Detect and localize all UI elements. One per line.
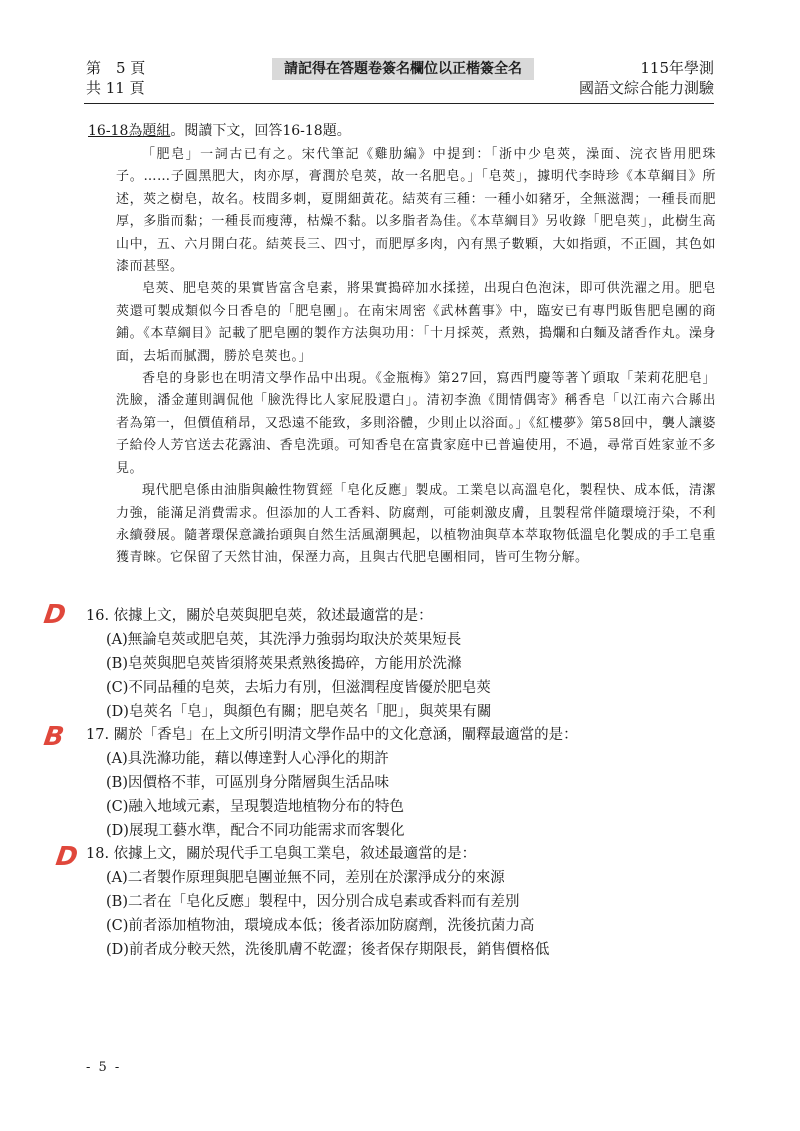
reading-passage	[116, 144, 716, 570]
question-stem: 17. 關於「香皂」在上文所引明清文學作品中的文化意涵，闡釋最適當的是：	[86, 727, 578, 743]
page-number-label: 第 5 頁	[86, 59, 146, 77]
question-group-label: 16-18為題組	[88, 123, 171, 139]
exam-subject: 國語文綜合能力測驗	[578, 79, 714, 97]
total-pages-label: 共 11 頁	[86, 79, 145, 97]
option-c: (C)不同品種的皂莢，去垢力有別，但滋潤程度皆優於肥皂莢	[106, 680, 491, 696]
option-a: (A)無論皂莢或肥皂莢，其洗淨力強弱均取決於莢果短長	[106, 632, 462, 648]
option-a: (A)二者製作原理與肥皂團並無不同，差別在於潔淨成分的來源	[106, 870, 505, 886]
option-b: (B)皂莢與肥皂莢皆須將莢果煮熟後搗碎，方能用於洗滌	[106, 656, 462, 672]
option-c: (C)前者添加植物油，環境成本低；後者添加防腐劑，洗後抗菌力高	[106, 918, 535, 934]
option-a: (A)具洗滌功能，藉以傳達對人心淨化的期許	[106, 751, 389, 767]
question-18	[86, 842, 706, 962]
passage-paragraph-3: 香皂的身影也在明清文學作品中出現。《金瓶梅》第27回，寫西門慶等著丫頭取「茉莉花肥皂」洗臉，潘金蓮則調侃他「臉洗得比人家屁股還白」。清初李漁《閒情偶寄》稱香皂「以江南六合縣出者為第一，但價值稍昂，又恐遠不能致，多則浴體，少則止以浴面。」《紅樓夢》第58回中，襲人讓婆子給伶人芳官送去花露油、香皂洗頭。可知香皂在富貴家庭中已普遍使用，不過，尋常百姓家並不多見。	[116, 371, 716, 476]
passage-paragraph-2: 皂莢、肥皂莢的果實皆富含皂素，將果實搗碎加水揉搓，出現白色泡沫，即可供洗濯之用。肥皂莢還可製成類似今日香皂的「肥皂團」。在南宋周密《武林舊事》中，臨安已有專門販售肥皂團的商鋪。《本草綱目》記載了肥皂團的製作方法與功用：「十月採莢，煮熟，搗爛和白麵及諸香作丸。澡身面，去垢而膩潤，勝於皂莢也。」	[116, 281, 716, 364]
option-b: (B)因價格不菲，可區別身分階層與生活品味	[106, 775, 389, 791]
option-d: (D)前者成分較天然，洗後肌膚不乾澀；後者保存期限長，銷售價格低	[106, 942, 550, 958]
passage-paragraph-1: 「肥皂」一詞古已有之。宋代筆記《雞肋編》中提到：「浙中少皂莢，澡面、浣衣皆用肥珠子。……子圓黑肥大，肉亦厚，膏潤於皂莢，故一名肥皂。」「皂莢」，據明代李時珍《本草綱目》所述，莢之樹皂，故名。枝間多刺，夏開細黃花。結莢有三種：一種小如豬牙，全無滋潤；一種長而肥厚，多脂而黏；一種長而瘦薄，枯燥不黏。以多脂者為佳。《本草綱目》另收錄「肥皂莢」，此樹生高山中，五、六月開白花。結莢長三、四寸，而肥厚多肉，內有黑子數顆，大如指頭，不正圓，其色如漆而甚堅。	[116, 147, 716, 275]
question-stem: 16. 依據上文，關於皂莢與肥皂莢，敘述最適當的是：	[86, 608, 433, 624]
signature-notice: 請記得在答題卷簽名欄位以正楷簽全名	[272, 58, 534, 80]
answer-mark-18: D	[53, 842, 80, 872]
answer-mark-16: D	[41, 600, 68, 630]
question-group-intro	[88, 122, 351, 140]
option-c: (C)融入地域元素，呈現製造地植物分布的特色	[106, 799, 404, 815]
question-group-instruction: 。閱讀下文，回答16-18題。	[170, 123, 351, 139]
option-d: (D)展現工藝水準，配合不同功能需求而客製化	[106, 823, 405, 839]
page-footer-number: - 5 -	[86, 1060, 122, 1075]
answer-mark-17: B	[41, 722, 66, 752]
passage-paragraph-4: 現代肥皂係由油脂與鹼性物質經「皂化反應」製成。工業皂以高溫皂化，製程快、成本低，清潔力強，能滿足消費需求。但添加的人工香料、防腐劑，可能刺激皮膚，且製程常伴隨環境汙染，不利永續發展。隨著環保意識抬頭與自然生活風潮興起，以植物油與草本萃取物低溫皂化製成的手工皂重獲青睞。它保留了天然甘油，保溼力高，且與古代肥皂團相同，皆可生物分解。	[116, 483, 716, 566]
question-stem: 18. 依據上文，關於現代手工皂與工業皂，敘述最適當的是：	[86, 846, 477, 862]
option-d: (D)皂莢名「皂」，與顏色有關；肥皂莢名「肥」，與莢果有關	[106, 704, 492, 720]
exam-year: 115年學測	[640, 59, 714, 77]
header-divider	[84, 103, 714, 104]
option-b: (B)二者在「皂化反應」製程中，因分別合成皂素或香料而有差別	[106, 894, 520, 910]
question-17	[86, 723, 706, 843]
question-16	[86, 604, 706, 724]
